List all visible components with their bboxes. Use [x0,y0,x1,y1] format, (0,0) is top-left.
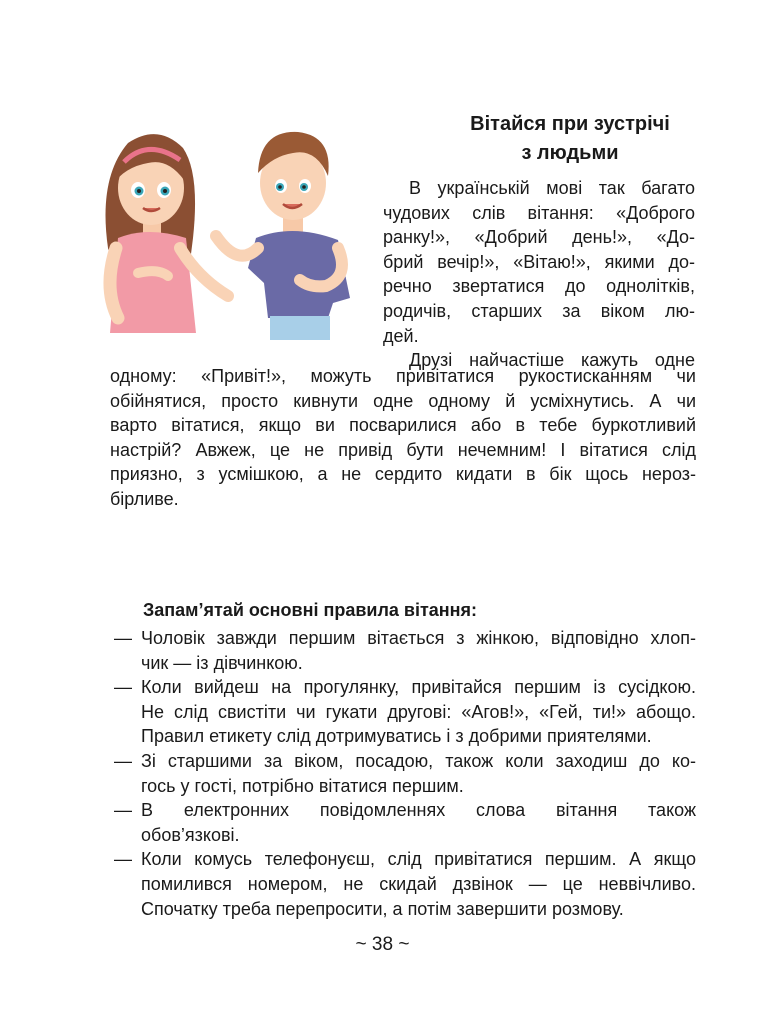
rules-heading: Запам’ятай основні правила вітання: [143,600,478,620]
dash-marker: — [114,677,132,698]
children-greeting-illustration [88,118,378,340]
body-line: обійнятися, просто кивнути одне одному й усміхнутись. А чи [110,390,696,411]
section-title [400,110,740,168]
intro-paragraph [383,176,695,373]
rule-line: Чоловік завжди першим вітається з жінкою, відповідно хлоп- [141,628,696,648]
dash-marker: — [114,800,132,821]
rule-line: В електронних повідомленнях слова вітання також [141,800,696,821]
rule-line: обов’язкові. [141,824,240,845]
intro-line: брий вечір!», «Вітаю!», якими до- [383,251,695,272]
body-paragraph [110,364,696,512]
rule-line: Коли комусь телефонуєш, слід привітатися першим. А якщо [141,849,696,870]
intro-line: родичів, старших за віком лю- [383,300,695,321]
dash-marker: — [114,628,132,648]
girl-figure [106,134,229,333]
rule-line: Правил етикету слід дотримуватись і з добрими приятелями. [141,726,652,747]
page-number: ~ 38 ~ [355,934,410,955]
rule-line: Не слід свистіти чи гукати другові: «Агов!», «Гей, ти!» абощо. [141,701,696,722]
rule-line: Зі старшими за віком, посадою, також коли заходиш до ко- [141,750,696,771]
body-line: одному: «Привіт!», можуть привітатися рукостисканням чи [110,366,696,386]
intro-line: ранку!», «Добрий день!», «До- [383,227,695,248]
rule-line: чик — із дівчинкою. [141,652,303,673]
intro-line: Друзі найчастіше кажуть одне [409,350,695,371]
rules-list [114,626,696,921]
body-line: бірливе. [110,488,179,509]
rule-line: Спочатку треба перепросити, а потім завершити розмову. [141,898,624,919]
intro-line: дей. [383,325,419,346]
list-item [114,675,696,749]
title-line: Вітайся при зустрічі [470,113,670,135]
body-line: приязно, з усмішкою, а не сердито кидати в бік щось нероз- [110,464,696,485]
body-line: настрій? Авжеж, це не привід бути нечемним! І вітатися слід [110,439,696,460]
dash-marker: — [114,750,132,771]
rule-line: помилився номером, не скидай дзвінок — це неввічливо. [141,873,696,894]
list-item [114,626,696,675]
dash-marker: — [114,849,132,870]
list-item [114,749,696,798]
list-item [114,798,696,847]
rule-line: гось у гості, потрібно вітатися першим. [141,775,464,796]
boy-figure [216,132,350,340]
rule-line: Коли вийдеш на прогулянку, привітайся першим із сусідкою. [141,677,696,698]
intro-line: чудових слів вітання: «Доброго [383,202,695,223]
intro-line: В українській мові так багато [409,178,695,198]
title-line: з людьми [521,142,619,164]
body-line: варто вітатися, якщо ви посварилися або в тебе буркотливий [110,415,696,436]
intro-line: речно звертатися до однолітків, [383,276,695,297]
list-item [114,847,696,921]
